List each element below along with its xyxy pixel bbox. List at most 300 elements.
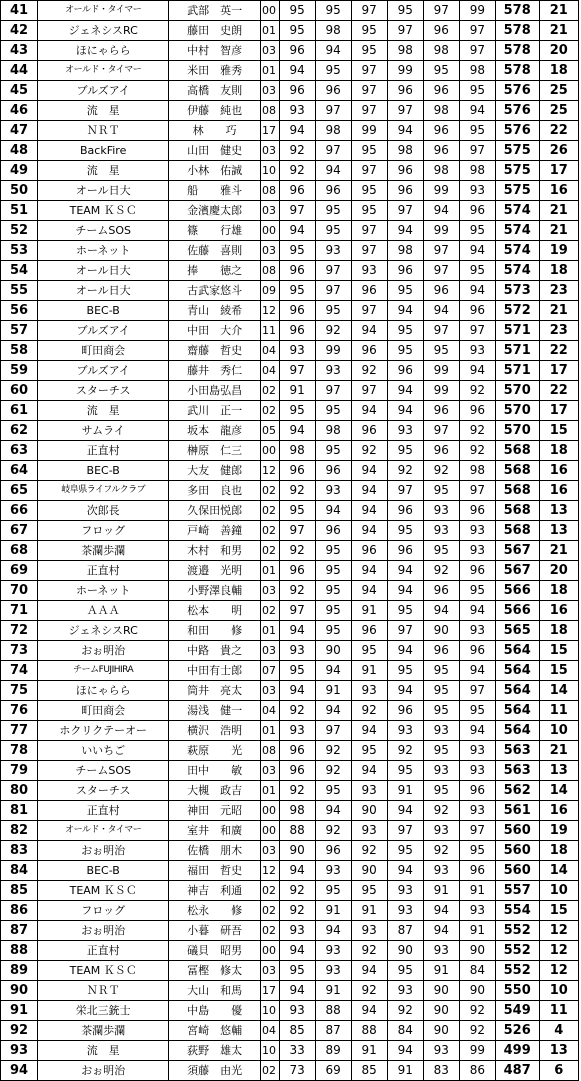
x-count: 18	[539, 261, 578, 281]
series-4-score: 95	[387, 601, 423, 621]
code-cell: 02	[261, 881, 280, 901]
code-cell: 00	[261, 441, 280, 461]
series-3-score: 91	[351, 1041, 387, 1061]
series-2-score: 97	[315, 721, 351, 741]
series-2-score: 95	[315, 1, 351, 21]
total-score: 568	[495, 501, 539, 521]
total-score: 563	[495, 761, 539, 781]
series-4-score: 97	[387, 481, 423, 501]
series-4-score: 95	[387, 661, 423, 681]
series-5-score: 91	[423, 881, 459, 901]
series-4-score: 94	[387, 381, 423, 401]
total-score: 567	[495, 541, 539, 561]
series-4-score: 95	[387, 341, 423, 361]
rank-cell: 94	[1, 1061, 38, 1081]
shooter-name-cell: 小林 佑誠	[169, 161, 261, 181]
series-2-score: 97	[315, 261, 351, 281]
series-1-score: 97	[279, 521, 315, 541]
series-5-score: 97	[423, 261, 459, 281]
team-cell: おぉ明治	[38, 641, 169, 661]
series-6-score: 93	[459, 181, 495, 201]
shooter-name-cell: 藤井 秀仁	[169, 361, 261, 381]
series-4-score: 97	[387, 21, 423, 41]
series-6-score: 90	[459, 941, 495, 961]
shooter-name-cell: 中田有士郎	[169, 661, 261, 681]
code-cell: 12	[261, 301, 280, 321]
shooter-name-cell: 中村 智彦	[169, 41, 261, 61]
series-4-score: 94	[387, 641, 423, 661]
series-2-score: 95	[315, 561, 351, 581]
x-count: 18	[539, 841, 578, 861]
table-row	[1, 501, 579, 521]
team-cell: 正直村	[38, 941, 169, 961]
series-1-score: 92	[279, 141, 315, 161]
x-count: 4	[539, 1021, 578, 1041]
rank-cell: 64	[1, 461, 38, 481]
total-score: 552	[495, 921, 539, 941]
total-score: 568	[495, 441, 539, 461]
series-4-score: 95	[387, 321, 423, 341]
series-6-score: 93	[459, 341, 495, 361]
total-score: 572	[495, 301, 539, 321]
series-5-score: 99	[423, 381, 459, 401]
series-6-score: 84	[459, 961, 495, 981]
table-row	[1, 641, 579, 661]
series-6-score: 92	[459, 381, 495, 401]
total-score: 568	[495, 521, 539, 541]
series-3-score: 96	[351, 421, 387, 441]
series-4-score: 97	[387, 101, 423, 121]
series-5-score: 95	[423, 481, 459, 501]
team-cell: ホーネット	[38, 581, 169, 601]
series-4-score: 92	[387, 741, 423, 761]
code-cell: 12	[261, 461, 280, 481]
rank-cell: 61	[1, 401, 38, 421]
series-3-score: 95	[351, 881, 387, 901]
series-6-score: 90	[459, 981, 495, 1001]
series-2-score: 94	[315, 801, 351, 821]
series-4-score: 99	[387, 61, 423, 81]
series-3-score: 94	[351, 521, 387, 541]
shooter-name-cell: 戸崎 善鐘	[169, 521, 261, 541]
series-4-score: 98	[387, 141, 423, 161]
total-score: 575	[495, 161, 539, 181]
team-cell: ホーネット	[38, 241, 169, 261]
rank-cell: 85	[1, 881, 38, 901]
series-5-score: 96	[423, 141, 459, 161]
table-row	[1, 981, 579, 1001]
series-6-score: 97	[459, 21, 495, 41]
shooter-name-cell: 萩原 光	[169, 741, 261, 761]
table-row	[1, 341, 579, 361]
series-5-score: 83	[423, 1061, 459, 1081]
series-2-score: 97	[315, 141, 351, 161]
table-row	[1, 81, 579, 101]
series-1-score: 92	[279, 541, 315, 561]
team-cell: ＡＡＡ	[38, 601, 169, 621]
team-cell: ホクリクテーオー	[38, 721, 169, 741]
total-score: 560	[495, 841, 539, 861]
series-2-score: 95	[315, 781, 351, 801]
series-1-score: 90	[279, 841, 315, 861]
code-cell: 12	[261, 861, 280, 881]
series-1-score: 97	[279, 361, 315, 381]
code-cell: 03	[261, 581, 280, 601]
rank-cell: 57	[1, 321, 38, 341]
series-1-score: 95	[279, 501, 315, 521]
series-5-score: 95	[423, 741, 459, 761]
series-2-score: 95	[315, 201, 351, 221]
series-3-score: 94	[351, 721, 387, 741]
team-cell: BackFire	[38, 141, 169, 161]
series-5-score: 98	[423, 161, 459, 181]
rank-cell: 55	[1, 281, 38, 301]
series-5-score: 90	[423, 621, 459, 641]
x-count: 23	[539, 281, 578, 301]
series-6-score: 94	[459, 361, 495, 381]
series-4-score: 95	[387, 961, 423, 981]
code-cell: 03	[261, 41, 280, 61]
table-row	[1, 741, 579, 761]
series-2-score: 94	[315, 921, 351, 941]
series-3-score: 92	[351, 981, 387, 1001]
rank-cell: 49	[1, 161, 38, 181]
team-cell: 栄北三銃士	[38, 1001, 169, 1021]
series-6-score: 97	[459, 681, 495, 701]
total-score: 571	[495, 361, 539, 381]
total-score: 575	[495, 181, 539, 201]
code-cell: 03	[261, 201, 280, 221]
series-6-score: 97	[459, 141, 495, 161]
series-1-score: 94	[279, 421, 315, 441]
series-5-score: 90	[423, 1021, 459, 1041]
series-3-score: 97	[351, 61, 387, 81]
series-4-score: 96	[387, 361, 423, 381]
rank-cell: 89	[1, 961, 38, 981]
shooter-name-cell: 米田 雅秀	[169, 61, 261, 81]
series-6-score: 97	[459, 821, 495, 841]
series-4-score: 94	[387, 681, 423, 701]
table-row	[1, 1, 579, 21]
x-count: 22	[539, 381, 578, 401]
series-3-score: 91	[351, 661, 387, 681]
x-count: 21	[539, 201, 578, 221]
code-cell: 08	[261, 101, 280, 121]
team-cell: BEC-B	[38, 461, 169, 481]
table-row	[1, 381, 579, 401]
series-4-score: 94	[387, 801, 423, 821]
series-3-score: 95	[351, 641, 387, 661]
series-2-score: 91	[315, 681, 351, 701]
series-4-score: 94	[387, 581, 423, 601]
series-1-score: 94	[279, 861, 315, 881]
table-row	[1, 41, 579, 61]
rank-cell: 52	[1, 221, 38, 241]
series-1-score: 96	[279, 461, 315, 481]
shooter-name-cell: 船 雅斗	[169, 181, 261, 201]
x-count: 10	[539, 721, 578, 741]
total-score: 487	[495, 1061, 539, 1081]
x-count: 15	[539, 641, 578, 661]
series-3-score: 94	[351, 581, 387, 601]
code-cell: 02	[261, 501, 280, 521]
team-cell: 正直村	[38, 801, 169, 821]
total-score: 570	[495, 381, 539, 401]
series-6-score: 96	[459, 501, 495, 521]
team-cell: チームSOS	[38, 761, 169, 781]
series-2-score: 95	[315, 621, 351, 641]
code-cell: 03	[261, 81, 280, 101]
series-5-score: 96	[423, 441, 459, 461]
series-2-score: 96	[315, 81, 351, 101]
rank-cell: 75	[1, 681, 38, 701]
total-score: 564	[495, 641, 539, 661]
table-row	[1, 141, 579, 161]
table-row	[1, 581, 579, 601]
series-2-score: 95	[315, 61, 351, 81]
series-2-score: 95	[315, 441, 351, 461]
table-row	[1, 1001, 579, 1021]
shooter-name-cell: 横沢 浩明	[169, 721, 261, 741]
series-3-score: 92	[351, 701, 387, 721]
team-cell: オール日大	[38, 181, 169, 201]
code-cell: 02	[261, 1061, 280, 1081]
shooter-name-cell: 礒貝 昭男	[169, 941, 261, 961]
series-1-score: 85	[279, 1021, 315, 1041]
series-6-score: 95	[459, 581, 495, 601]
shooter-name-cell: 室井 和廣	[169, 821, 261, 841]
code-cell: 10	[261, 161, 280, 181]
table-row	[1, 661, 579, 681]
series-5-score: 93	[423, 861, 459, 881]
table-row	[1, 401, 579, 421]
series-1-score: 94	[279, 621, 315, 641]
series-5-score: 94	[423, 901, 459, 921]
rank-cell: 46	[1, 101, 38, 121]
series-3-score: 93	[351, 921, 387, 941]
rank-cell: 45	[1, 81, 38, 101]
series-4-score: 93	[387, 981, 423, 1001]
shooter-name-cell: 大山 和馬	[169, 981, 261, 1001]
x-count: 6	[539, 1061, 578, 1081]
series-2-score: 93	[315, 961, 351, 981]
series-2-score: 94	[315, 41, 351, 61]
table-row	[1, 781, 579, 801]
series-3-score: 94	[351, 561, 387, 581]
rank-cell: 41	[1, 1, 38, 21]
series-3-score: 99	[351, 121, 387, 141]
code-cell: 01	[261, 781, 280, 801]
series-2-score: 95	[315, 401, 351, 421]
series-5-score: 97	[423, 321, 459, 341]
x-count: 15	[539, 901, 578, 921]
team-cell: 流 星	[38, 161, 169, 181]
series-5-score: 94	[423, 201, 459, 221]
series-1-score: 73	[279, 1061, 315, 1081]
series-5-score: 93	[423, 761, 459, 781]
x-count: 11	[539, 701, 578, 721]
team-cell: ＮＲＴ	[38, 121, 169, 141]
series-2-score: 93	[315, 241, 351, 261]
series-5-score: 96	[423, 401, 459, 421]
table-row	[1, 1061, 579, 1081]
team-cell: おぉ明治	[38, 1061, 169, 1081]
rank-cell: 62	[1, 421, 38, 441]
series-6-score: 96	[459, 301, 495, 321]
series-6-score: 96	[459, 641, 495, 661]
shooter-name-cell: 金濱慶太郎	[169, 201, 261, 221]
code-cell: 01	[261, 721, 280, 741]
rank-cell: 87	[1, 921, 38, 941]
code-cell: 01	[261, 561, 280, 581]
series-5-score: 95	[423, 701, 459, 721]
x-count: 23	[539, 321, 578, 341]
series-5-score: 93	[423, 721, 459, 741]
series-2-score: 94	[315, 701, 351, 721]
team-cell: 流 星	[38, 101, 169, 121]
rank-cell: 86	[1, 901, 38, 921]
table-row	[1, 461, 579, 481]
code-cell: 02	[261, 921, 280, 941]
series-2-score: 69	[315, 1061, 351, 1081]
total-score: 578	[495, 41, 539, 61]
series-2-score: 94	[315, 161, 351, 181]
code-cell: 00	[261, 1, 280, 21]
table-row	[1, 841, 579, 861]
series-3-score: 97	[351, 81, 387, 101]
x-count: 12	[539, 961, 578, 981]
team-cell: いいちご	[38, 741, 169, 761]
series-1-score: 93	[279, 101, 315, 121]
x-count: 12	[539, 921, 578, 941]
table-row	[1, 221, 579, 241]
rank-cell: 88	[1, 941, 38, 961]
code-cell: 04	[261, 701, 280, 721]
x-count: 18	[539, 621, 578, 641]
total-score: 562	[495, 781, 539, 801]
shooter-name-cell: 山田 健史	[169, 141, 261, 161]
series-4-score: 95	[387, 441, 423, 461]
series-5-score: 93	[423, 1041, 459, 1061]
series-4-score: 94	[387, 861, 423, 881]
x-count: 11	[539, 1001, 578, 1021]
series-6-score: 92	[459, 421, 495, 441]
series-5-score: 98	[423, 101, 459, 121]
series-4-score: 96	[387, 701, 423, 721]
series-1-score: 92	[279, 881, 315, 901]
series-1-score: 92	[279, 481, 315, 501]
series-1-score: 96	[279, 261, 315, 281]
series-3-score: 92	[351, 941, 387, 961]
x-count: 14	[539, 861, 578, 881]
series-4-score: 94	[387, 221, 423, 241]
series-4-score: 90	[387, 941, 423, 961]
x-count: 20	[539, 561, 578, 581]
series-3-score: 90	[351, 801, 387, 821]
series-6-score: 96	[459, 561, 495, 581]
team-cell: 茶瀾歩瀾	[38, 1021, 169, 1041]
total-score: 574	[495, 261, 539, 281]
series-1-score: 95	[279, 401, 315, 421]
x-count: 21	[539, 301, 578, 321]
rank-cell: 47	[1, 121, 38, 141]
table-row	[1, 801, 579, 821]
shooter-name-cell: 捧 徳之	[169, 261, 261, 281]
series-2-score: 94	[315, 661, 351, 681]
series-2-score: 90	[315, 641, 351, 661]
series-4-score: 97	[387, 821, 423, 841]
x-count: 17	[539, 361, 578, 381]
code-cell: 17	[261, 121, 280, 141]
team-cell: おぉ明治	[38, 921, 169, 941]
code-cell: 00	[261, 221, 280, 241]
rank-cell: 51	[1, 201, 38, 221]
series-2-score: 96	[315, 181, 351, 201]
series-4-score: 93	[387, 881, 423, 901]
series-3-score: 93	[351, 261, 387, 281]
team-cell: 正直村	[38, 441, 169, 461]
shooter-name-cell: 中島 優	[169, 1001, 261, 1021]
series-1-score: 92	[279, 581, 315, 601]
series-4-score: 95	[387, 281, 423, 301]
series-1-score: 92	[279, 701, 315, 721]
x-count: 21	[539, 541, 578, 561]
code-cell: 17	[261, 981, 280, 1001]
series-4-score: 93	[387, 901, 423, 921]
total-score: 578	[495, 21, 539, 41]
table-row	[1, 481, 579, 501]
rank-cell: 73	[1, 641, 38, 661]
series-5-score: 97	[423, 421, 459, 441]
code-cell: 03	[261, 241, 280, 261]
series-3-score: 95	[351, 181, 387, 201]
series-4-score: 95	[387, 521, 423, 541]
series-2-score: 95	[315, 601, 351, 621]
shooter-name-cell: 小野澤良輔	[169, 581, 261, 601]
table-row	[1, 281, 579, 301]
series-1-score: 93	[279, 721, 315, 741]
total-score: 561	[495, 801, 539, 821]
series-6-score: 94	[459, 241, 495, 261]
series-3-score: 95	[351, 201, 387, 221]
rank-cell: 90	[1, 981, 38, 1001]
total-score: 566	[495, 601, 539, 621]
shooter-name-cell: 荻野 雄太	[169, 1041, 261, 1061]
team-cell: BEC-B	[38, 861, 169, 881]
x-count: 13	[539, 501, 578, 521]
shooter-name-cell: 坂本 龍彦	[169, 421, 261, 441]
series-4-score: 94	[387, 561, 423, 581]
x-count: 21	[539, 741, 578, 761]
series-3-score: 97	[351, 1, 387, 21]
team-cell: オールド・タイマー	[38, 821, 169, 841]
x-count: 13	[539, 761, 578, 781]
team-cell: ＮＲＴ	[38, 981, 169, 1001]
series-4-score: 91	[387, 1061, 423, 1081]
series-5-score: 95	[423, 661, 459, 681]
shooter-name-cell: 筒井 亮太	[169, 681, 261, 701]
series-6-score: 93	[459, 541, 495, 561]
total-score: 568	[495, 461, 539, 481]
series-1-score: 96	[279, 301, 315, 321]
shooter-name-cell: 青山 綾希	[169, 301, 261, 321]
series-3-score: 94	[351, 501, 387, 521]
team-cell: TEAM ＫＳＣ	[38, 881, 169, 901]
series-6-score: 98	[459, 461, 495, 481]
x-count: 17	[539, 161, 578, 181]
series-3-score: 92	[351, 441, 387, 461]
team-cell: ほにゃらら	[38, 681, 169, 701]
